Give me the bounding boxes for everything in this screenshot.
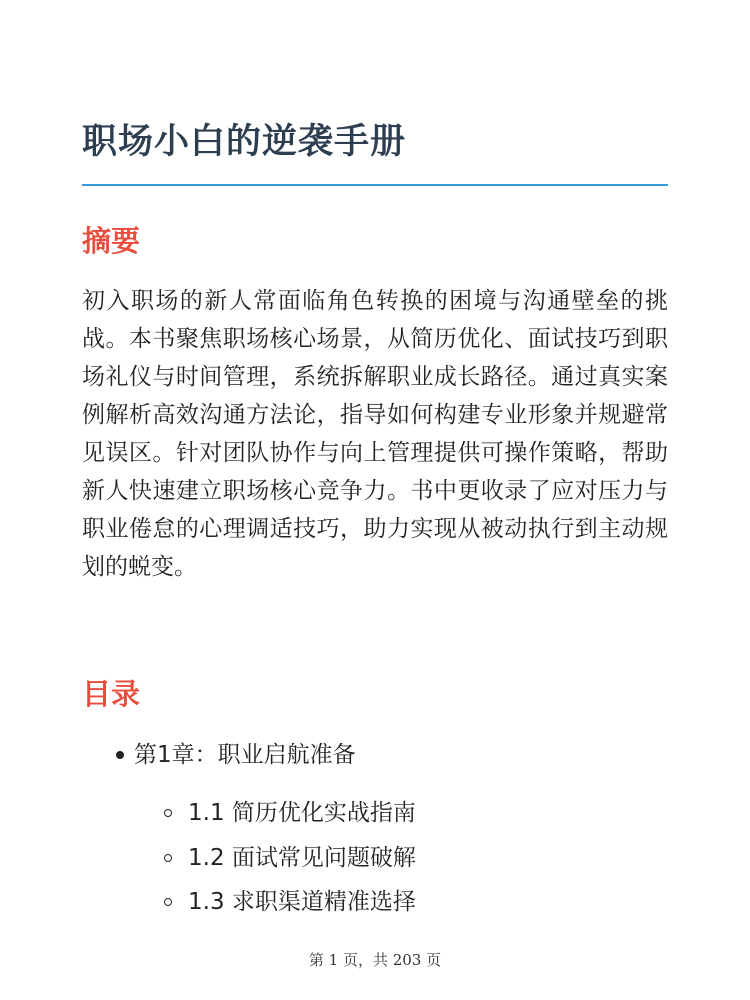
table-of-contents xyxy=(82,0,668,1000)
bullet-circle-icon xyxy=(164,854,172,862)
document-title: 职场小白的逆袭手册 xyxy=(82,122,407,162)
bullet-disc-icon xyxy=(116,751,124,759)
toc-section-1-2[interactable]: 1.2 面试常见问题破解 xyxy=(188,845,416,871)
toc-section-1-3[interactable]: 1.3 求职渠道精准选择 xyxy=(188,889,416,915)
document-page xyxy=(82,0,668,1000)
bullet-circle-icon xyxy=(164,898,172,906)
abstract-heading: 摘要 xyxy=(82,224,141,258)
toc-heading: 目录 xyxy=(82,677,141,711)
bullet-circle-icon xyxy=(164,809,172,817)
abstract-paragraph: 初入职场的新人常面临角色转换的困境与沟通壁垒的挑战。本书聚焦职场核心场景，从简历优化、面试技巧到职场礼仪与时间管理，系统拆解职业成长路径。通过真实案例解析高效沟通方法论，指导如何构建专业形象并规避常见误区。针对团队协作与向上管理提供可操作策略，帮助新人快速建立职场核心竞争力。书中更收录了应对压力与职业倦怠的心理调适技巧，助力实现从被动执行到主动规划的蜕变。 xyxy=(82,288,668,580)
page-footer: 第 1 页，共 203 页 xyxy=(308,951,442,969)
toc-section-1-1[interactable]: 1.1 简历优化实战指南 xyxy=(188,800,416,826)
toc-chapter-1[interactable]: 第1章：职业启航准备 xyxy=(134,742,356,768)
